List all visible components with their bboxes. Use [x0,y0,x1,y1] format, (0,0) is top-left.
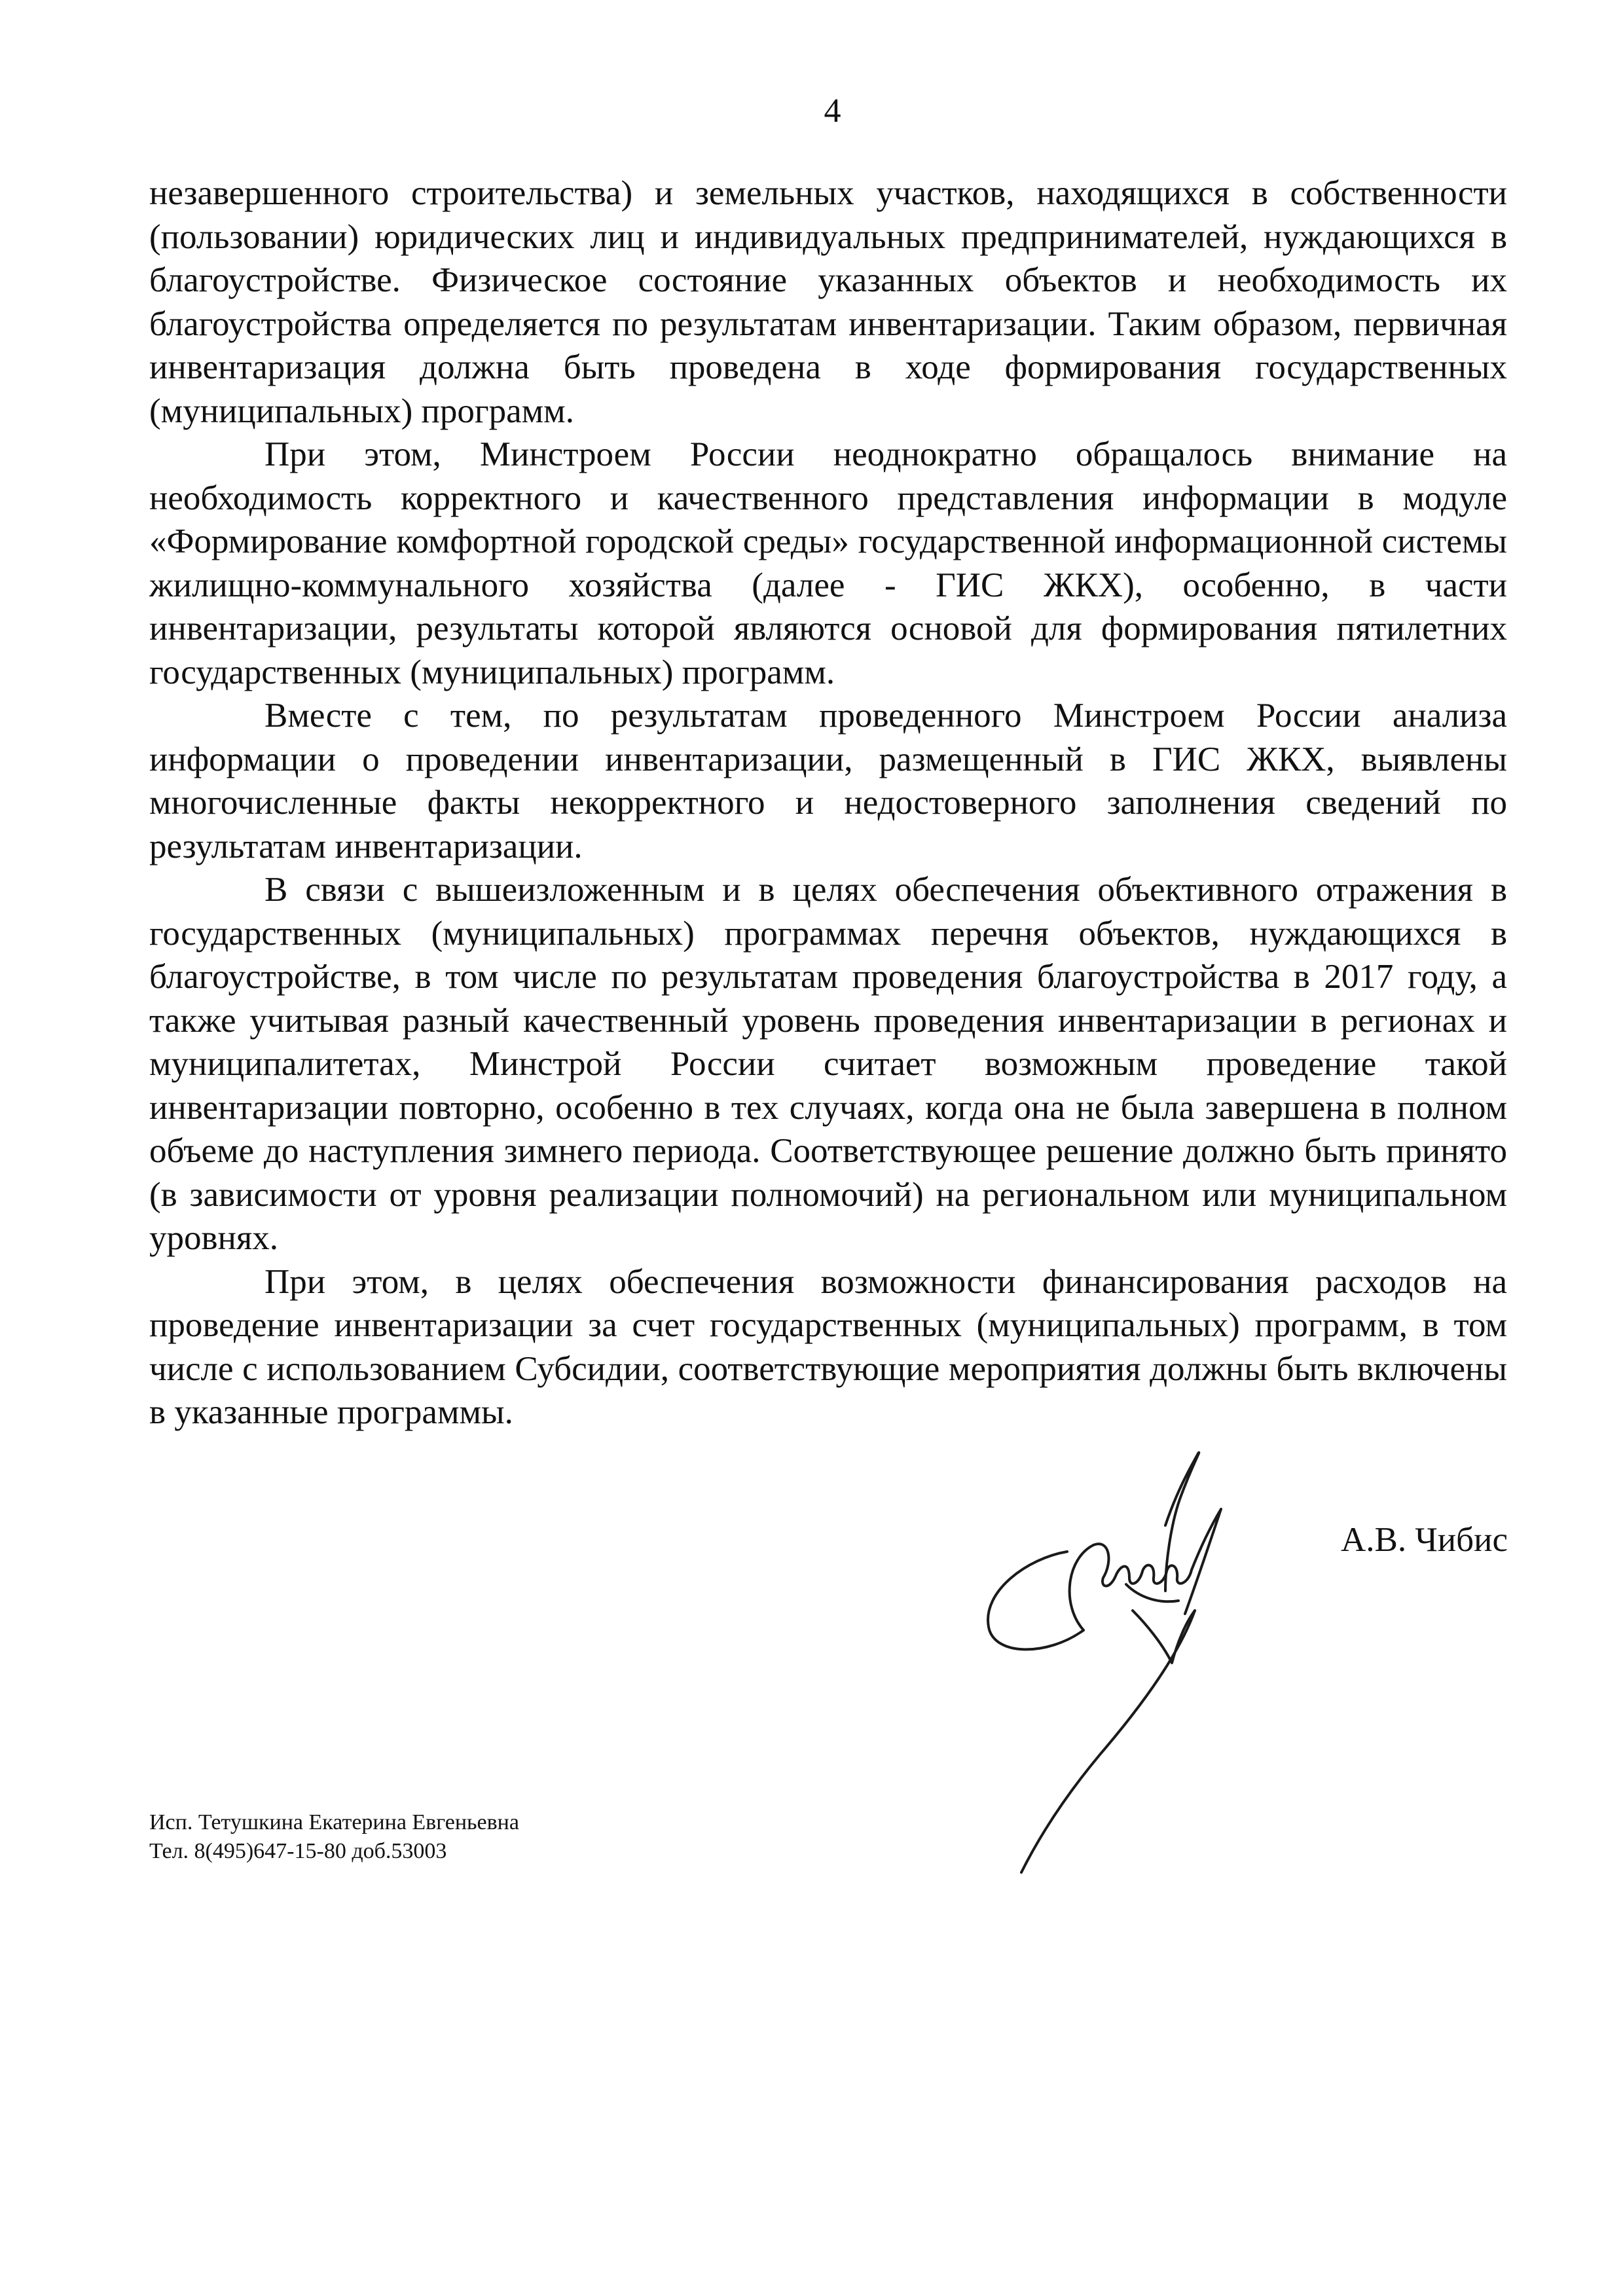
letter-body [149,172,1507,1434]
paragraph-1: незавершенного строительства) и земельных участков, находящихся в собственности (пользовании) юридических лиц и индивидуальных предпринимателей, нуждающихся в благоустройстве. Физическое состояние указанных объектов и необходимость их благоустройства определяется по результатам инвентаризации. Таким образом, первичная инвентаризация должна быть проведена в ходе формирования государственных (муниципальных) программ. [149,174,1507,430]
executor-phone: Тел. 8(495)647-15-80 доб.53003 [149,1839,447,1863]
paragraph-5: При этом, в целях обеспечения возможности финансирования расходов на проведение инвентаризации за счет государственных (муниципальных) программ, в том числе с использованием Субсидии, соответствующие мероприятия должны быть включены в указанные программы. [149,1262,1507,1431]
paragraph-4: В связи с вышеизложенным и в целях обеспечения объективного отражения в государственных (муниципальных) программах перечня объектов, нуждающихся в благоустройстве, в том числе по результатам проведения благоустройства в 2017 году, а также учитывая разный качественный уровень проведения инвентаризации в регионах и муниципалитетах, Минстрой России считает возможным проведение такой инвентаризации повторно, особенно в тех случаях, когда она не была завершена в полном объеме до наступления зимнего периода. Соответствующее решение должно быть принято (в зависимости от уровня реализации полномочий) на региональном или муниципальном уровнях. [149,871,1507,1257]
executor-info [149,1808,519,1866]
paragraph-3: Вместе с тем, по результатам проведенного Минстроем России анализа информации о проведении инвентаризации, размещенный в ГИС ЖКХ, выявлены многочисленные факты некорректного и недостоверного заполнения сведений по результатам инвентаризации. [149,697,1507,866]
executor-name: Исп. Тетушкина Екатерина Евгеньевна [149,1810,519,1834]
page-number: 4 [824,92,841,130]
handwritten-signature [969,1447,1270,1905]
signatory-name: А.В. Чибис [1340,1521,1508,1559]
paragraph-2: При этом, Минстроем России неоднократно обращалось внимание на необходимость корректного и качественного представления информации в модуле «Формирование комфортной городской среды» государственной информационной системы жилищно-коммунального хозяйства (далее - ГИС ЖКХ), особенно, в части инвентаризации, результаты которой являются основой для формирования пятилетних государственных (муниципальных) программ. [149,435,1507,691]
